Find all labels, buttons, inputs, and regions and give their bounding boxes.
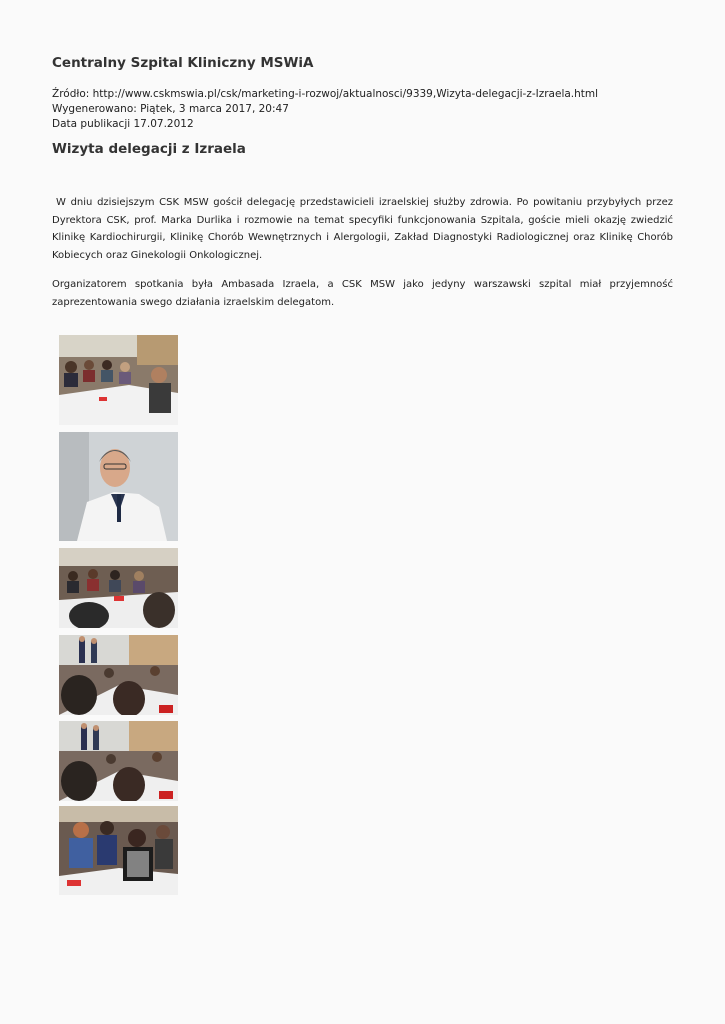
gallery-photo-4[interactable] [59, 635, 178, 715]
gallery-photo-1[interactable] [59, 335, 178, 425]
source-line: Źródło: http://www.cskmswia.pl/csk/marketing-i-rozwoj/aktualnosci/9339,Wizyta-delegacji-z-Izraela.html [52, 88, 599, 100]
site-title: Centralny Szpital Kliniczny MSWiA [52, 55, 314, 71]
published-line: Data publikacji 17.07.2012 [52, 117, 194, 130]
article-paragraph-2: Organizatorem spotkania była Ambasada Izraela, a CSK MSW jako jedyny warszawski szpital miał przyjemność zaprezentowania swego działania izraelskim delegatom. [52, 279, 673, 308]
gallery-photo-2[interactable] [59, 432, 178, 541]
gallery-photo-5[interactable] [59, 721, 178, 801]
generated-line: Wygenerowano: Piątek, 3 marca 2017, 20:47 [52, 102, 289, 115]
gallery-photo-3[interactable] [59, 548, 178, 628]
document-meta [52, 87, 598, 131]
article-title: Wizyta delegacji z Izraela [52, 141, 246, 157]
gallery-photo-6[interactable] [59, 806, 178, 895]
article-paragraph-1: W dniu dzisiejszym CSK MSW gościł delegację przedstawicieli izraelskiej służby zdrowia. Po powitaniu przybyłych przez Dyrektora CSK, prof. Marka Durlika i rozmowie na temat specyfiki funkcjonowania Szpitala, goście mieli okazję zwiedzić Klinikę Kardiochirurgii, Klinikę Chorób Wewnętrznych i Alergologii, Zakład Diagnostyki Radiologicznej oraz Klinikę Chorób Kobiecych oraz Ginekologii Onkologicznej. [52, 197, 673, 261]
